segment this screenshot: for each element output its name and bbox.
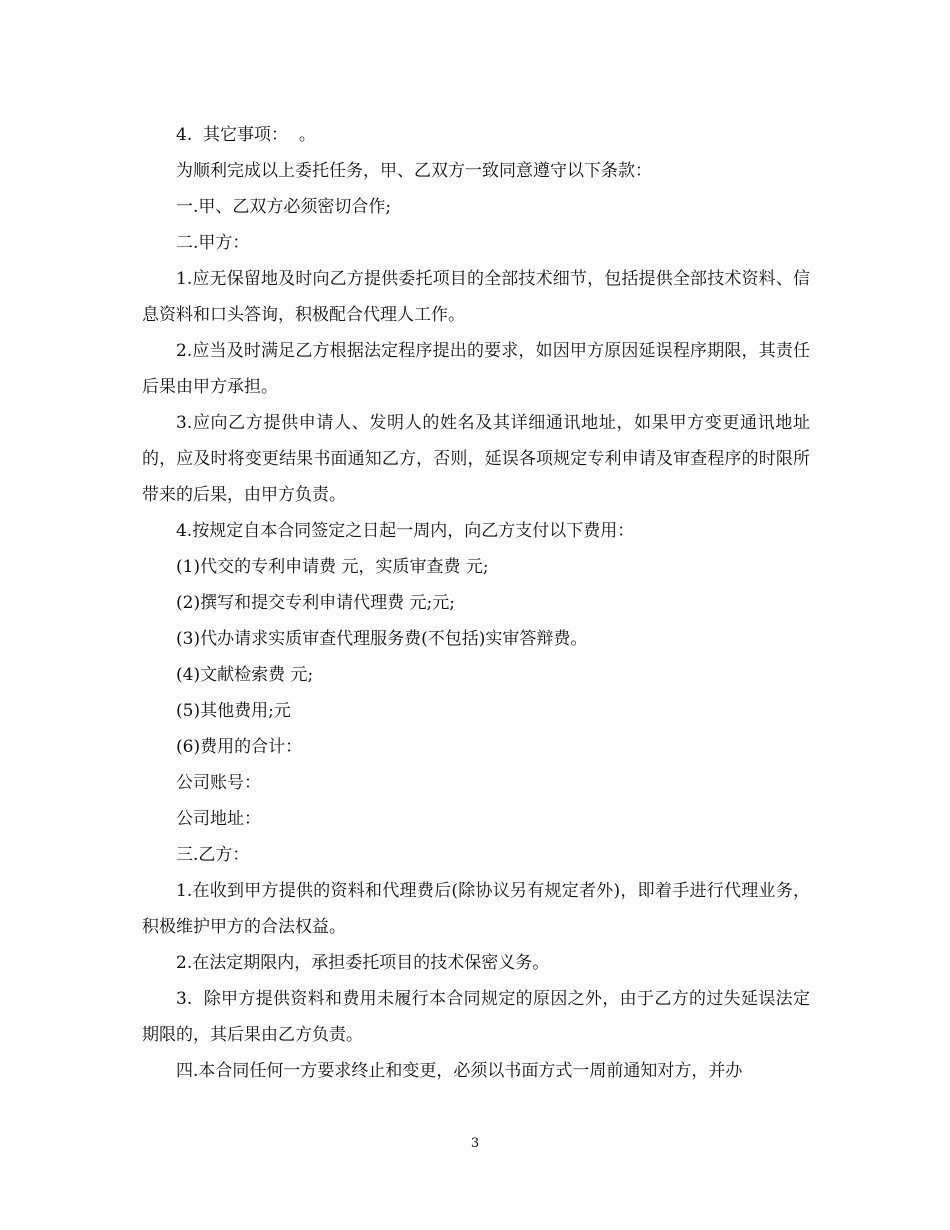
clause-4-termination: 四.本合同任何一方要求终止和变更，必须以书面方式一周前通知对方，并办 bbox=[176, 1061, 743, 1081]
paragraph-clause-1: 一.甲、乙双方必须密切合作; bbox=[176, 197, 392, 217]
fee-item-2: (2)撰写和提交专利申请代理费 元;元; bbox=[176, 593, 455, 613]
party-a-item-2: 2.应当及时满足乙方根据法定程序提出的要求，如因甲方原因延误程序期限，其责任后果由甲方承担。 bbox=[142, 341, 810, 397]
paragraph-intro: 为顺利完成以上委托任务，甲、乙双方一致同意遵守以下条款： bbox=[176, 161, 652, 181]
fee-item-6: (6)费用的合计： bbox=[176, 737, 303, 757]
company-account: 公司账号： bbox=[176, 773, 261, 793]
fee-item-1: (1)代交的专利申请费 元，实质审查费 元; bbox=[176, 557, 489, 577]
fee-item-3: (3)代办请求实质审查代理服务费(不包括)实审答辩费。 bbox=[176, 629, 588, 649]
party-a-item-4: 4.按规定自本合同签定之日起一周内，向乙方支付以下费用： bbox=[176, 521, 635, 541]
party-a-item-1: 1.应无保留地及时向乙方提供委托项目的全部技术细节，包括提供全部技术资料、信息资料和口头答询，积极配合代理人工作。 bbox=[142, 269, 810, 325]
document-body bbox=[142, 117, 810, 1089]
paragraph-other-matters: 4. 其它事项： 。 bbox=[176, 125, 316, 145]
fee-item-5: (5)其他费用;元 bbox=[176, 701, 291, 721]
party-a-item-3: 3.应向乙方提供申请人、发明人的姓名及其详细通讯地址，如果甲方变更通讯地址的，应及时将变更结果书面通知乙方，否则，延误各项规定专利申请及审查程序的时限所带来的后果，由甲方负责。 bbox=[142, 413, 810, 505]
heading-party-b: 三.乙方： bbox=[176, 845, 250, 865]
company-address: 公司地址： bbox=[176, 809, 261, 829]
fee-item-4: (4)文献检索费 元; bbox=[176, 665, 314, 685]
party-b-item-2: 2.在法定期限内，承担委托项目的技术保密义务。 bbox=[176, 953, 550, 973]
page-number: 3 bbox=[470, 1136, 480, 1151]
party-b-item-3: 3. 除甲方提供资料和费用未履行本合同规定的原因之外，由于乙方的过失延误法定期限的，其后果由乙方负责。 bbox=[142, 989, 810, 1045]
heading-party-a: 二.甲方： bbox=[176, 233, 250, 253]
party-b-item-1: 1.在收到甲方提供的资料和代理费后(除协议另有规定者外)，即着手进行代理业务，积极维护甲方的合法权益。 bbox=[142, 881, 810, 937]
